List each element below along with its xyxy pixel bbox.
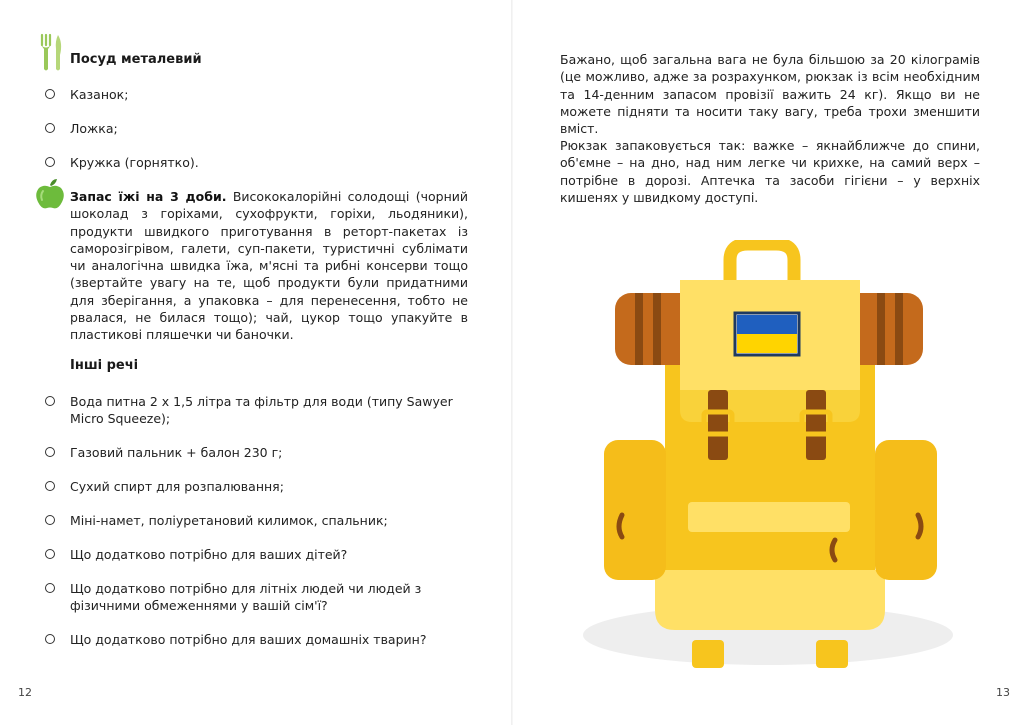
bullet-icon	[45, 515, 55, 525]
list-item: Що додатково потрібно для літніх людей чи людей з фізичними обмеженнями у вашій сім'ї?	[70, 581, 422, 613]
backpack-illustration	[580, 240, 960, 680]
bullet-icon	[45, 549, 55, 559]
page-number-left: 12	[18, 686, 32, 699]
list-item: Що додатково потрібно для ваших домашніх тварин?	[70, 632, 427, 647]
packing-paragraph: Рюкзак запаковується так: важке – якнайближче до спини, об'ємне – на дно, над ним легке чи крихке, на самий верх – потрібне в дорозі. Аптечка та засоби гігієни – у верхніх кишенях у швидкому доступі.	[560, 138, 980, 205]
bullet-icon	[45, 123, 55, 133]
food-supply-text: Висококалорійні солодощі (чорний шоколад з горіхами, сухофрукти, горіхи, льодяники), продукти швидкого приготування в реторт-пакетах із саморозігрівом, галети, суп-пакети, туристичні сублімати чи аналогічна швидка їжа, м'ясні та рибні консерви тощо (звертайте увагу на те, щоб продукти були придатними для зберігання, а упаковка – для перенесення, тобто не рвалася, не билася тощо); чай, цукор тощо упакуйте в пластикові пляшечки чи баночки.	[70, 189, 468, 343]
bullet-icon	[45, 447, 55, 457]
apple-icon	[35, 178, 65, 210]
bullet-icon	[45, 89, 55, 99]
bullet-icon	[45, 396, 55, 406]
list-item: Кружка (горнятко).	[70, 155, 199, 170]
food-supply-paragraph	[70, 188, 468, 344]
section-title-other-things: Інші речі	[70, 358, 139, 373]
list-item: Ложка;	[70, 121, 118, 136]
weight-paragraph: Бажано, щоб загальна вага не була більшою за 20 кілограмів (це можливо, адже за розрахунком, рюкзак із всім необхідним та 14-денним запасом провізії важить 24 кг). Якщо ви не можете підняти та носити таку вагу, треба трохи зменшити вміст.	[560, 52, 980, 137]
list-item: Вода питна 2 х 1,5 літра та фільтр для води (типу Sawyer Micro Squeeze);	[70, 394, 453, 426]
bullet-icon	[45, 583, 55, 593]
list-item: Казанок;	[70, 87, 129, 102]
bullet-icon	[45, 481, 55, 491]
list-item: Міні-намет, поліуретановий килимок, спальник;	[70, 513, 388, 528]
page-number-right: 13	[996, 686, 1010, 699]
bullet-icon	[45, 157, 55, 167]
page-spine	[511, 0, 513, 725]
fork-knife-icon	[36, 33, 64, 73]
list-item: Газовий пальник + балон 230 г;	[70, 445, 283, 460]
bullet-icon	[45, 634, 55, 644]
list-item: Що додатково потрібно для ваших дітей?	[70, 547, 348, 562]
list-item: Сухий спирт для розпалювання;	[70, 479, 284, 494]
section-title-metal-dishes: Посуд металевий	[70, 52, 202, 67]
food-supply-title: Запас їжі на 3 доби.	[70, 189, 227, 204]
